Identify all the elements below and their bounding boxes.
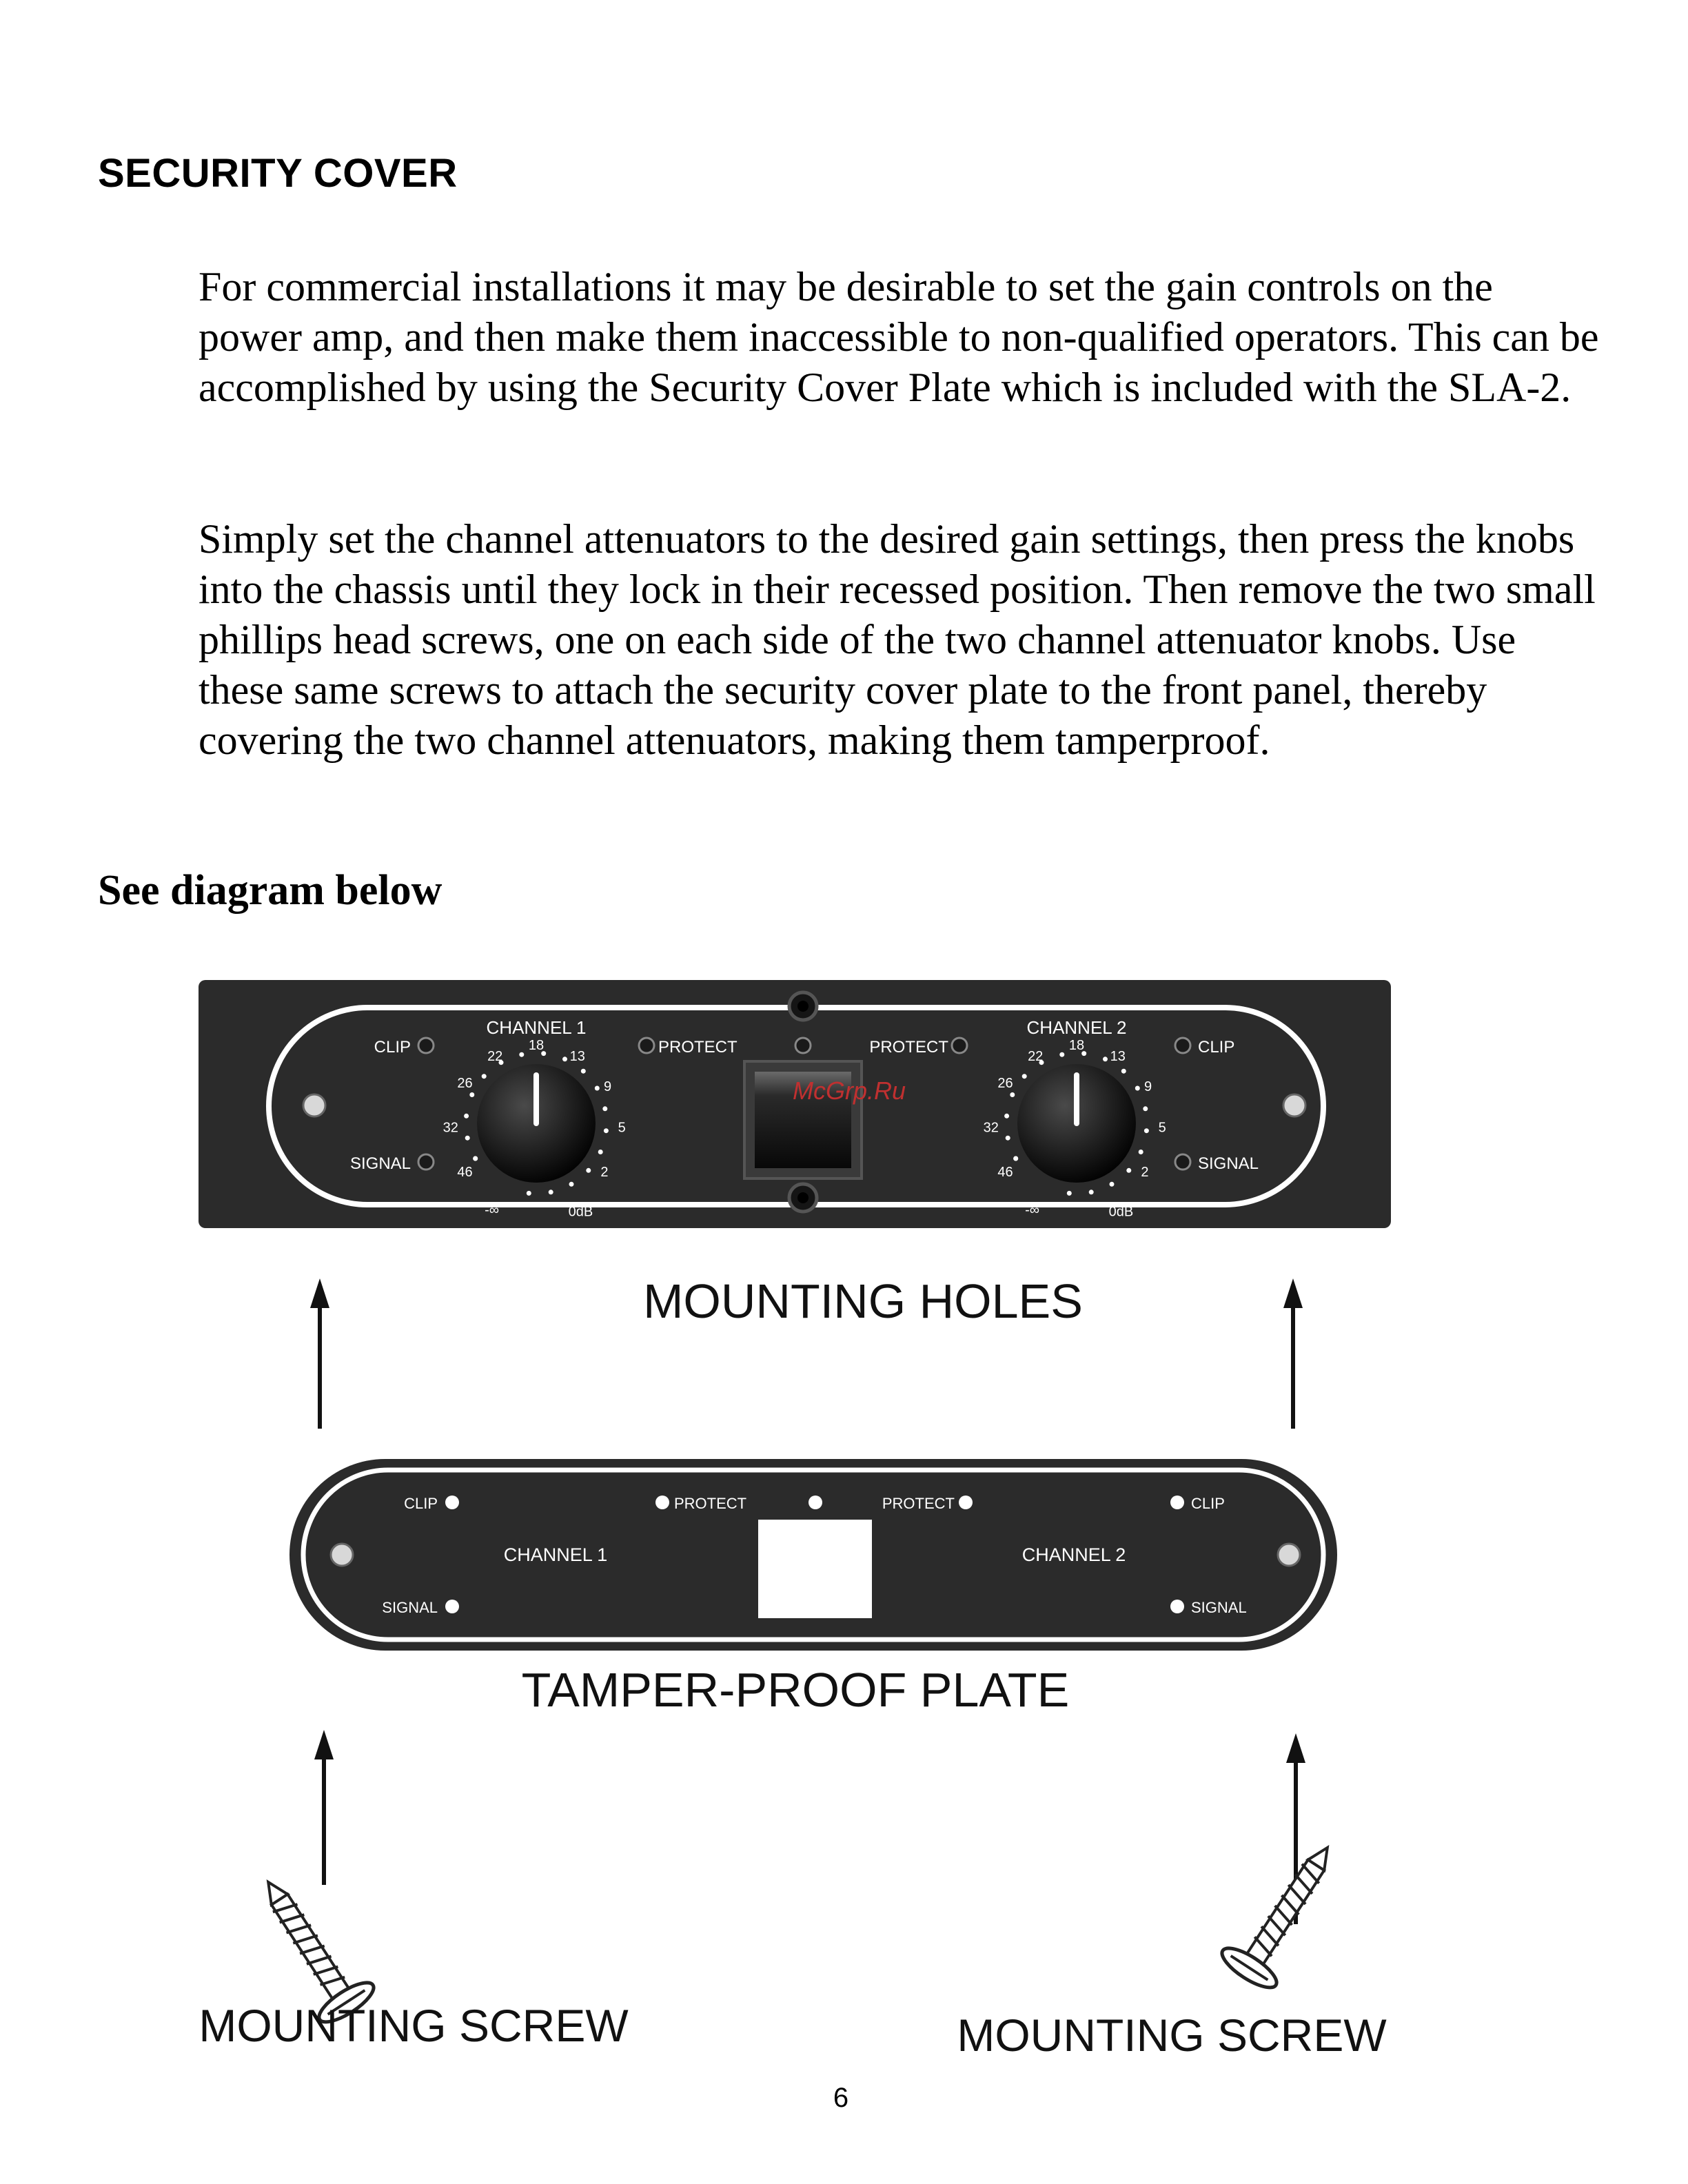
ch2-signal-label: SIGNAL xyxy=(1198,1154,1259,1173)
ch1-signal-label: SIGNAL xyxy=(349,1154,411,1173)
plate-ch1-signal-led xyxy=(445,1600,459,1613)
scale-dot xyxy=(1143,1106,1148,1111)
plate-ch2-clip-label: CLIP xyxy=(1191,1495,1225,1512)
ch1-clip-led xyxy=(418,1038,434,1053)
scale-dot xyxy=(1103,1057,1108,1061)
scale-dot xyxy=(1135,1086,1140,1091)
scale-dot xyxy=(519,1052,524,1057)
scale-label: 32 xyxy=(443,1120,458,1136)
paragraph-intro: For commercial installations it may be desirable to set the gain controls on the power amp, and then make them inaccessible to non-qualified operators. This can be accomplished by using the Security Cover Plate which is included with the SLA-2. xyxy=(199,264,1599,410)
plate-ch1-protect-label: PROTECT xyxy=(674,1495,747,1512)
center-led xyxy=(795,1038,811,1053)
scale-label: 5 xyxy=(618,1120,626,1136)
ch2-protect-led xyxy=(952,1038,967,1053)
plate-ch1-clip-led xyxy=(445,1496,459,1509)
scale-dot xyxy=(581,1069,586,1074)
ch2-attenuator-knob xyxy=(1017,1064,1136,1183)
paragraph-instructions: Simply set the channel attenuators to the desired gain settings, then press the knobs into the chassis until they lock in their recessed position. Then remove the two small phillips head screws, one on each side of the two channel attenuator knobs. Use these same screws to attach the security cover plate to the front panel, thereby covering the two channel attenuators, making them tamperproof. xyxy=(199,516,1596,763)
scale-dot xyxy=(527,1191,531,1196)
ch1-title: CHANNEL 1 xyxy=(486,1017,587,1038)
section-heading: SECURITY COVER xyxy=(98,151,458,196)
scale-dot xyxy=(595,1086,600,1091)
scale-label: 26 xyxy=(997,1076,1013,1092)
plate-ch2-signal-led xyxy=(1170,1600,1184,1613)
ch1-attenuator-knob xyxy=(477,1064,596,1183)
ch1-protect-label: PROTECT xyxy=(658,1038,738,1057)
ch2-title: CHANNEL 2 xyxy=(1026,1017,1127,1038)
scale-label: 2 xyxy=(1141,1165,1149,1180)
scale-dot xyxy=(1144,1128,1149,1133)
scale-dot xyxy=(549,1190,553,1194)
scale-label: 13 xyxy=(569,1049,585,1065)
front-panel xyxy=(199,980,1391,1228)
mounting-screw-label-right: MOUNTING SCREW xyxy=(957,2010,1387,2061)
scale-dot xyxy=(562,1057,567,1061)
scale-dot xyxy=(586,1168,591,1173)
scale-dot xyxy=(1139,1150,1143,1154)
scale-label: 9 xyxy=(1143,1079,1152,1094)
plate-left-hole xyxy=(331,1544,353,1566)
scale-label: 18 xyxy=(528,1038,545,1053)
ch2-clip-led xyxy=(1175,1038,1190,1053)
scale-label: 5 xyxy=(1158,1120,1166,1136)
scale-label: -∞ xyxy=(485,1203,500,1218)
page-number: 6 xyxy=(833,2083,849,2113)
scale-dot xyxy=(473,1156,478,1161)
right-mounting-hole xyxy=(1283,1094,1305,1116)
screw-right-icon xyxy=(1217,1830,1354,1994)
scale-label: 13 xyxy=(1110,1049,1126,1065)
arrow-left-lower xyxy=(314,1730,334,1885)
scale-dot xyxy=(465,1136,470,1141)
mounting-screw-label-left: MOUNTING SCREW xyxy=(199,2000,629,2051)
ch2-signal-led xyxy=(1175,1154,1190,1170)
scale-dot xyxy=(1004,1114,1009,1119)
scale-dot xyxy=(1006,1136,1010,1141)
scale-dot xyxy=(469,1092,474,1097)
ch1-signal-led xyxy=(418,1154,434,1170)
scale-dot xyxy=(1010,1092,1015,1097)
scale-dot xyxy=(1022,1074,1027,1079)
ch1-clip-label: CLIP xyxy=(374,1038,411,1057)
plate-ch1-signal-label: SIGNAL xyxy=(382,1599,438,1616)
scale-label: 22 xyxy=(1028,1049,1044,1065)
scale-dot xyxy=(1089,1190,1094,1194)
scale-label: -∞ xyxy=(1025,1203,1040,1218)
scale-label: 2 xyxy=(600,1165,609,1180)
ch2-clip-label: CLIP xyxy=(1198,1038,1235,1057)
scale-label: 18 xyxy=(1068,1038,1085,1053)
scale-dot xyxy=(1121,1069,1126,1074)
mounting-holes-label: MOUNTING HOLES xyxy=(643,1274,1083,1328)
plate-ch2-protect-label: PROTECT xyxy=(882,1495,955,1512)
plate-center-led xyxy=(809,1496,822,1509)
plate-right-hole xyxy=(1278,1544,1300,1566)
scale-label: 46 xyxy=(457,1165,473,1180)
scale-dot xyxy=(1013,1156,1018,1161)
plate-ch2-protect-led xyxy=(959,1496,973,1509)
watermark: McGrp.Ru xyxy=(792,1076,906,1105)
scale-dot xyxy=(482,1074,487,1079)
scale-dot xyxy=(1110,1182,1115,1187)
scale-dot xyxy=(464,1114,469,1119)
scale-dot xyxy=(602,1106,607,1111)
ch1-protect-led xyxy=(639,1038,654,1053)
ch2-protect-label: PROTECT xyxy=(869,1038,948,1057)
arrow-left-upper xyxy=(310,1278,329,1429)
plate-ch1-title: CHANNEL 1 xyxy=(503,1544,608,1565)
scale-label: 0dB xyxy=(568,1204,593,1220)
scale-label: 22 xyxy=(487,1049,503,1065)
diagram-caption: See diagram below xyxy=(98,867,443,914)
tamper-proof-plate-label: TAMPER-PROOF PLATE xyxy=(521,1663,1070,1717)
scale-label: 32 xyxy=(983,1120,999,1136)
scale-dot xyxy=(1067,1191,1072,1196)
plate-ch2-signal-label: SIGNAL xyxy=(1191,1599,1247,1616)
plate-ch2-clip-led xyxy=(1170,1496,1184,1509)
arrow-right-upper xyxy=(1283,1278,1303,1429)
scale-label: 26 xyxy=(457,1076,473,1092)
scale-dot xyxy=(569,1182,574,1187)
plate-ch2-title: CHANNEL 2 xyxy=(1021,1544,1126,1565)
plate-ch1-clip-label: CLIP xyxy=(404,1495,438,1512)
scale-label: 9 xyxy=(603,1079,612,1094)
tamper-proof-plate xyxy=(289,1459,1337,1651)
scale-dot xyxy=(1126,1168,1131,1173)
scale-dot xyxy=(1059,1052,1064,1057)
scale-label: 0dB xyxy=(1108,1204,1134,1220)
scale-dot xyxy=(598,1150,603,1154)
left-mounting-hole xyxy=(303,1094,325,1116)
plate-ch1-protect-led xyxy=(655,1496,669,1509)
scale-dot xyxy=(604,1128,609,1133)
plate-switch-cutout xyxy=(758,1520,872,1618)
scale-label: 46 xyxy=(997,1165,1013,1180)
